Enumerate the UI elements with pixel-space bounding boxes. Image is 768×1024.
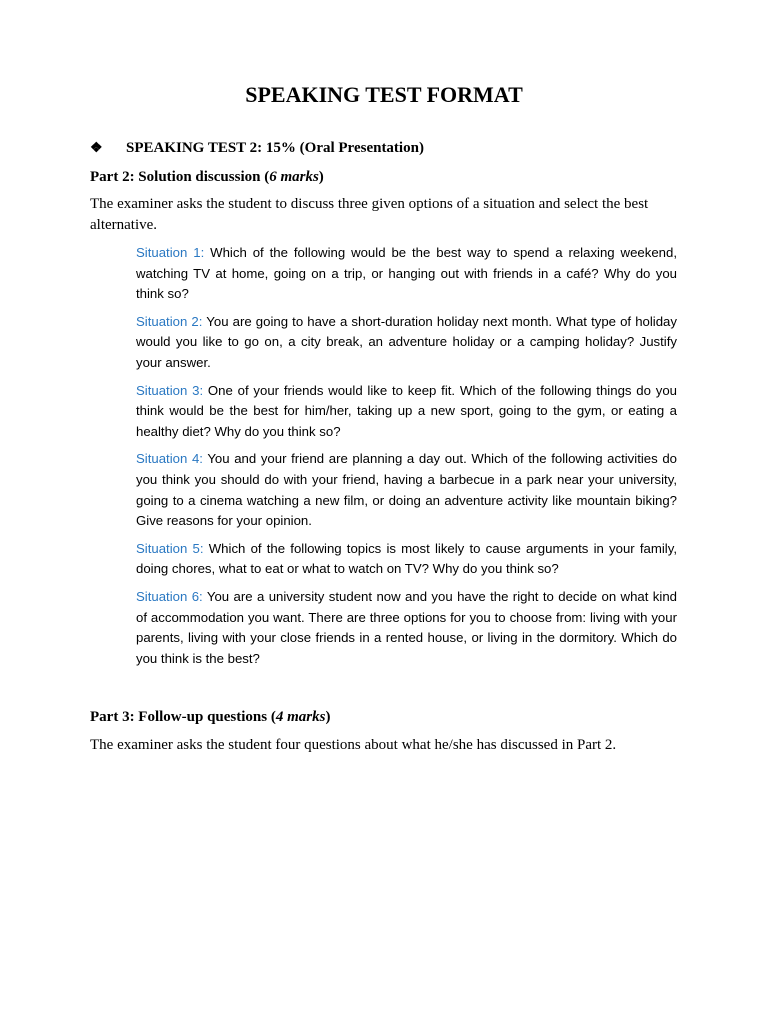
part3-intro: The examiner asks the student four questions about what he/she has discussed in Part 2. [90,737,617,753]
situation-text: Which of the following would be the best way to spend a relaxing weekend, watching TV at home, going on a trip, or hanging out with friends in a café? Why do you think so? [136,245,678,302]
situation-text: You and your friend are planning a day out. Which of the following activities do you think you should do with your friend, having a barbecue in a park near your university, going to a cinema watching a new film, or doing an adventure activity like mountain biking? Give reasons for your opinion. [136,451,678,529]
part2-heading [90,167,680,187]
diamond-bullet-icon: ❖ [90,141,103,156]
situation-item [136,243,677,305]
situation-label: Situation 6: [136,588,203,604]
situation-label: Situation 2: [136,313,203,329]
situation-text: One of your friends would like to keep fit. Which of the following things do you think would be the best for him/her, taking up a new sport, going to the gym, or eating a healthy diet? Why do you think so? [136,382,677,439]
situation-item [136,587,677,669]
part2-heading-close: ) [318,169,324,185]
situation-label: Situation 1: [136,245,205,260]
test-heading-text: SPEAKING TEST 2: 15% (Oral Presentation) [126,140,424,156]
situation-label: Situation 3: [136,382,204,398]
situation-text: You are a university student now and you have the right to decide on what kind of accommodation you want. There are three options for you to choose from: living with your parents, living with your close friends in a rented house, or living in the dormitory. Which do you think is the best? [136,588,677,666]
situation-list [136,243,677,676]
part2-heading-marks: 6 marks [269,169,319,185]
situation-text: Which of the following topics is most likely to cause arguments in your family, doing chores, what to eat or what to watch on TV? Why do you think so? [136,540,678,577]
part3-heading [90,707,680,727]
situation-label: Situation 5: [136,540,204,556]
situation-item [136,312,677,374]
situation-item [136,449,677,531]
situation-item [136,381,677,443]
part3-heading-marks: 4 marks [275,709,326,725]
situation-item [136,539,677,580]
part2-intro: The examiner asks the student to discuss three given options of a situation and select the best alternative. [90,196,649,233]
test-heading [90,138,680,159]
part3-heading-text: Part 3: Follow-up questions ( [90,709,276,725]
part2-heading-text: Part 2: Solution discussion ( [90,169,270,185]
situation-text: You are going to have a short-duration holiday next month. What type of holiday would you like to go on, a city break, an adventure holiday or a camping holiday? Justify your answer. [136,313,677,370]
page-title: SPEAKING TEST FORMAT [245,82,523,107]
situation-label: Situation 4: [136,451,203,467]
part3-heading-close: ) [325,709,331,725]
